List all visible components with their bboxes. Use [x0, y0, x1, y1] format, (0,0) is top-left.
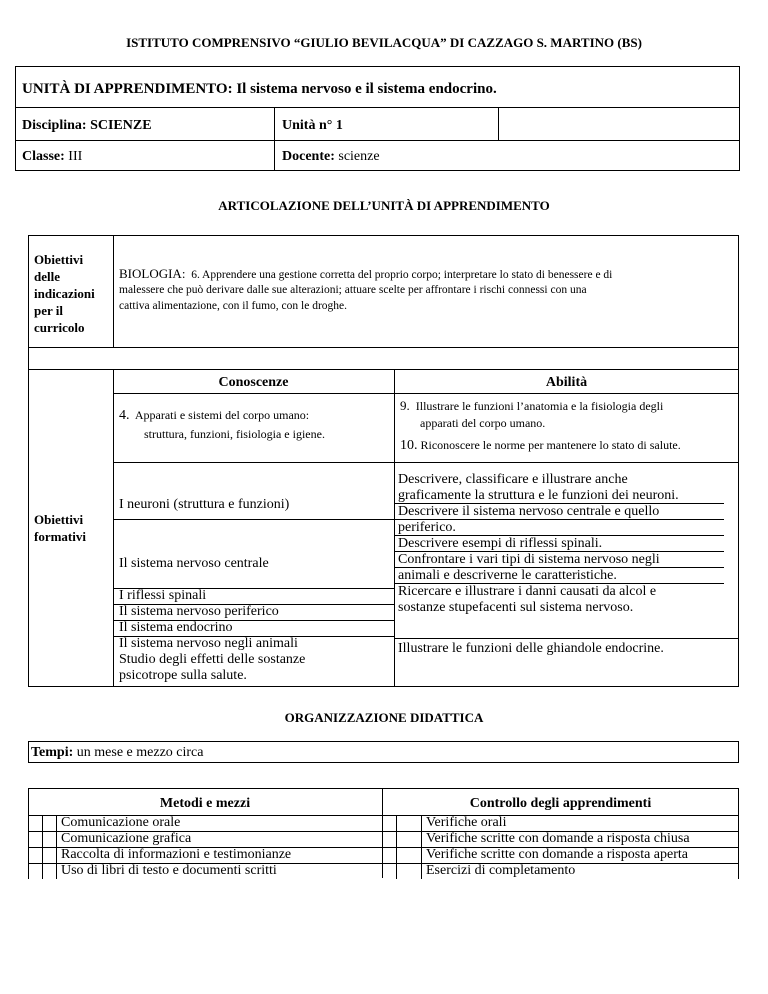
con-item-animali: Il sistema nervoso negli animali [119, 636, 298, 651]
metodi-item-libri: Uso di libri di testo e documenti scritti [61, 863, 277, 878]
abi-item-7: animali e descriverne le caratteristiche. [398, 568, 617, 583]
classe-label: Classe: [22, 149, 65, 164]
organizzazione-title: ORGANIZZAZIONE DIDATTICA [284, 710, 484, 725]
biologia-line-1: 6. Apprendere una gestione corretta del proprio corpo; interpretare lo stato di benessere e di [191, 269, 613, 281]
controllo-item-completamento: Esercizi di completamento [426, 863, 576, 878]
con-item-riflessi: I riflessi spinali [119, 588, 207, 603]
abi-item-4: periferico. [398, 520, 456, 535]
abi-item-3: Descrivere il sistema nervoso centrale e quello [398, 504, 660, 519]
abi-item-8: Ricercare e illustrare i danni causati da alcol e [398, 584, 657, 599]
unit-name: Il sistema nervoso e il sistema endocrino. [236, 81, 497, 97]
conoscenza-snc: Il sistema nervoso centrale [119, 556, 269, 571]
con-4-line-1: Apparati e sistemi del corpo umano: [134, 408, 310, 422]
abi-item-5: Descrivere esempi di riflessi spinali. [398, 536, 603, 551]
abilita-header: Abilità [545, 375, 588, 390]
metodi-item-orale: Comunicazione orale [61, 815, 181, 830]
con-item-sostanze-2: psicotrope sulla salute. [119, 668, 247, 683]
articolazione-title: ARTICOLAZIONE DELL’UNITÀ DI APPRENDIMENTO [218, 198, 550, 213]
classe-value: III [68, 149, 83, 164]
of-line-2: formativi [34, 529, 86, 544]
metodi-item-grafica: Comunicazione grafica [61, 831, 192, 846]
of-line-1: Obiettivi [34, 512, 84, 527]
abi-9-line-1: Illustrare le funzioni l’anatomia e la fisiologia degli [415, 399, 664, 413]
abilita-9 [400, 397, 736, 432]
classe [22, 148, 82, 165]
biologia-text [119, 266, 737, 314]
docente-value: scienze [338, 149, 380, 164]
obiettivi-formativi-label [34, 511, 86, 545]
controllo-list [426, 815, 690, 879]
oi-line-3: indicazioni [34, 286, 95, 301]
oi-line-5: curricolo [34, 320, 85, 335]
abi-item-6: Confrontare i vari tipi di sistema nervoso negli [398, 552, 660, 567]
tempi-label: Tempi: [31, 745, 74, 760]
controllo-header: Controllo degli apprendimenti [469, 796, 652, 811]
controllo-item-orali: Verifiche orali [426, 815, 507, 830]
controllo-item-chiusa: Verifiche scritte con domande a risposta chiusa [426, 831, 690, 846]
docente-label: Docente: [282, 149, 335, 164]
docente [282, 148, 380, 165]
metodi-list [61, 815, 291, 879]
con-item-sostanze-1: Studio degli effetti delle sostanze [119, 652, 306, 667]
biologia-line-2: malessere che può derivare dalle sue alterazioni; attuare scelte per affrontare i rischi connessi con una [119, 284, 587, 296]
biologia-label: BIOLOGIA: [119, 266, 186, 281]
metodi-item-raccolta: Raccolta di informazioni e testimonianze [61, 847, 292, 862]
abi-9-line-2: apparati del corpo umano. [420, 416, 546, 430]
disciplina-value: SCIENZE [90, 118, 152, 133]
abi-item-2: graficamente la struttura e le funzioni dei neuroni. [398, 488, 679, 503]
unit-title [22, 80, 497, 98]
con-4-num: 4. [119, 408, 130, 423]
abilita-list [398, 472, 738, 616]
con-item-endocrino: Il sistema endocrino [119, 620, 233, 635]
abi-9-num: 9. [400, 398, 410, 413]
metodi-header: Metodi e mezzi [159, 796, 251, 811]
con-4-line-2: struttura, funzioni, fisiologia e igiene. [144, 427, 325, 441]
disciplina-label: Disciplina: [22, 118, 87, 133]
conoscenze-header: Conoscenze [218, 375, 289, 390]
tempi-value: un mese e mezzo circa [76, 745, 204, 760]
controllo-item-aperta: Verifiche scritte con domande a risposta aperta [426, 847, 689, 862]
oi-line-4: per il [34, 303, 64, 318]
school-header: ISTITUTO COMPRENSIVO “GIULIO BEVILACQUA” DI CAZZAGO S. MARTINO (BS) [126, 35, 642, 50]
oi-line-1: Obiettivi [34, 252, 84, 267]
unit-label: UNITÀ DI APPRENDIMENTO: [22, 81, 233, 97]
biologia-line-3: cattiva alimentazione, con il fumo, con le droghe. [119, 300, 348, 312]
conoscenza-neuroni: I neuroni (struttura e funzioni) [119, 497, 290, 512]
abi-item-1: Descrivere, classificare e illustrare anche [398, 472, 628, 487]
con-item-periferico: Il sistema nervoso periferico [119, 604, 279, 619]
unita-number: Unità n° 1 [282, 118, 343, 133]
conoscenze-list [119, 588, 391, 684]
obiettivi-indicazioni-label [34, 251, 95, 336]
abi-10-num: 10. [400, 438, 418, 453]
oi-line-2: delle [34, 269, 60, 284]
abi-10-text: Riconoscere le norme per mantenere lo stato di salute. [420, 438, 681, 452]
abilita-endocrine: Illustrare le funzioni delle ghiandole endocrine. [398, 641, 664, 656]
disciplina [22, 117, 152, 134]
tempi [31, 744, 204, 761]
conoscenza-4 [119, 406, 389, 443]
abi-item-9: sostanze stupefacenti sul sistema nervoso. [398, 600, 634, 615]
abilita-10 [400, 436, 738, 455]
